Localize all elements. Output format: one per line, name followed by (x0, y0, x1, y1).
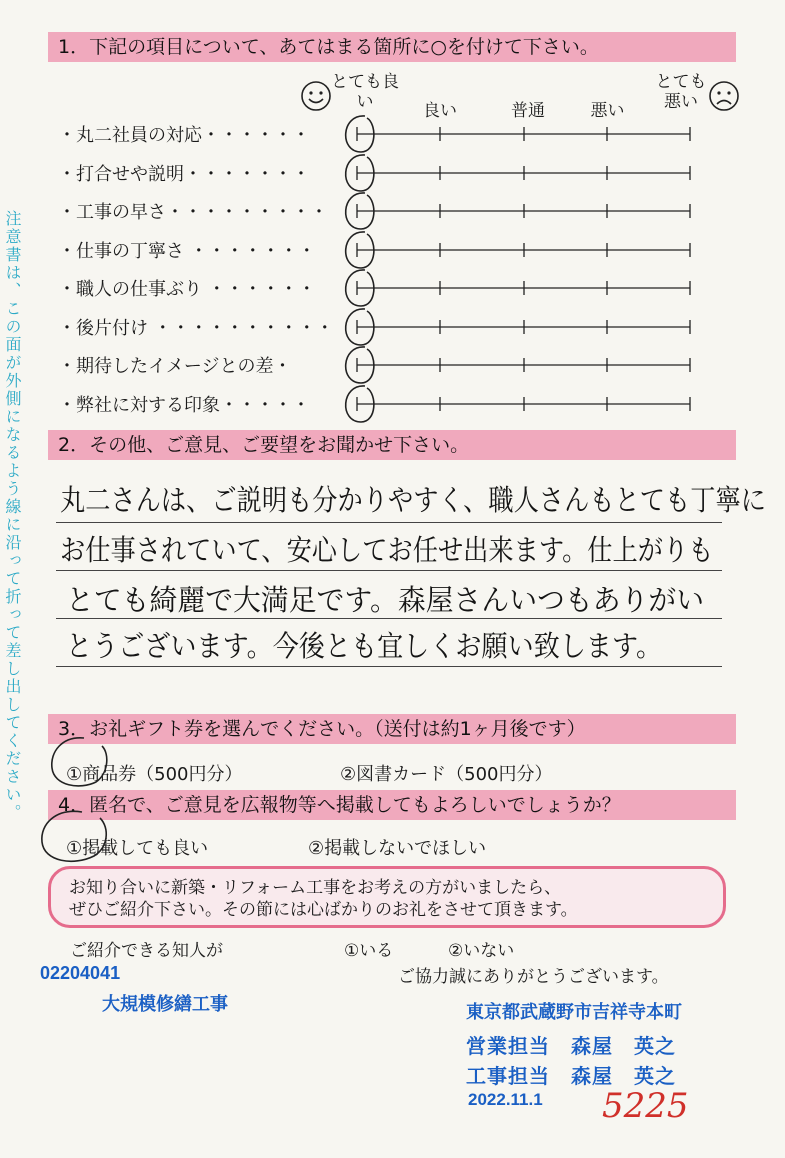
rating-scale-line (330, 268, 710, 308)
referral-question: ご紹介できる知人が (70, 941, 223, 961)
rating-item-label: ・期待したイメージとの差・ (58, 356, 292, 377)
construction-person: 工事担当 森屋 英之 (466, 1066, 676, 1088)
rating-item-label: ・工事の早さ・・・・・・・・・ (58, 202, 328, 223)
stamp-date: 2022.11.1 (468, 1090, 543, 1109)
rating-item-label: ・丸二社員の対応・・・・・・ (58, 125, 310, 146)
section4-title: 4．匿名で、ご意見を広報物等へ掲載してもよろしいでしょうか？ (48, 790, 736, 820)
referral-box (48, 866, 726, 928)
scale-good: 良い (423, 101, 457, 121)
referral-line-2: ぜひご紹介下さい。その節には心ばかりのお礼をさせて頂きます。 (69, 900, 578, 920)
handwritten-number: 5225 (602, 1086, 689, 1126)
scale-average: 普通 (511, 101, 545, 121)
publish-option-1: ①掲載しても良い (66, 838, 209, 859)
comment-line: お仕事されていて、安心してお任せ出来ます。仕上がりも (60, 533, 714, 567)
scale-very-bad: とても悪い (655, 72, 707, 112)
referral-option-no: ②いない (448, 941, 515, 961)
comment-line: とても綺麗で大満足です。森屋さんいつもありがい (66, 583, 705, 617)
comment-line: 丸二さんは、ご説明も分かりやすく、職人さんもとても丁寧に (60, 483, 766, 517)
rating-scale-line (330, 384, 710, 424)
rating-scale-line (330, 230, 710, 270)
selection-circle-mark (44, 734, 114, 792)
rating-item-label: ・打合せや説明・・・・・・・ (58, 164, 310, 185)
sales-person: 営業担当 森屋 英之 (466, 1036, 676, 1058)
publish-option-2: ②掲載しないでほしい (308, 838, 487, 859)
scale-bad: 悪い (590, 101, 625, 121)
section2-title: 2．その他、ご意見、ご要望をお聞かせ下さい。 (48, 430, 736, 460)
scale-very-good: とても良い (331, 72, 399, 112)
rating-item-label: ・仕事の丁寧さ ・・・・・・・ (58, 241, 316, 262)
referral-line-1: お知り合いに新築・リフォーム工事をお考えの方がいましたら、 (69, 878, 562, 898)
section1-title: 1．下記の項目について、あてはまる箇所に○を付けて下さい。 (48, 32, 736, 62)
comment-rule (56, 570, 722, 571)
company-address: 東京都武蔵野市吉祥寺本町 (466, 1002, 682, 1022)
rating-scale-line (330, 153, 710, 193)
happy-face-icon (300, 80, 332, 112)
selection-circle-mark (34, 808, 114, 866)
rating-scale-line (330, 345, 710, 385)
rating-scale-line (330, 114, 710, 154)
gift-option-2: ②図書カード（500円分） (340, 764, 553, 785)
comment-rule (56, 522, 722, 523)
customer-id: 02204041 (40, 963, 121, 983)
rating-scale-line (330, 191, 710, 231)
gift-option-1: ①商品券（500円分） (66, 764, 243, 785)
referral-option-yes: ①いる (344, 941, 394, 961)
rating-item-label: ・弊社に対する印象・・・・・ (58, 395, 310, 416)
vertical-folding-note: 注意書は、この面が外側になるよう線に沿って折って差し出してください。 (3, 210, 22, 822)
section3-title: 3．お礼ギフト券を選んでください。（送付は約1ヶ月後です） (48, 714, 736, 744)
sad-face-icon (708, 80, 740, 112)
project-type: 大規模修繕工事 (102, 994, 228, 1014)
comment-line: とうございます。今後とも宜しくお願い致します。 (66, 629, 663, 663)
rating-scale-line (330, 307, 710, 347)
comment-rule (56, 666, 722, 667)
thanks-message: ご協力誠にありがとうございます。 (398, 967, 669, 987)
rating-item-label: ・職人の仕事ぶり ・・・・・・ (58, 279, 316, 300)
rating-item-label: ・後片付け ・・・・・・・・・・ (58, 318, 334, 339)
